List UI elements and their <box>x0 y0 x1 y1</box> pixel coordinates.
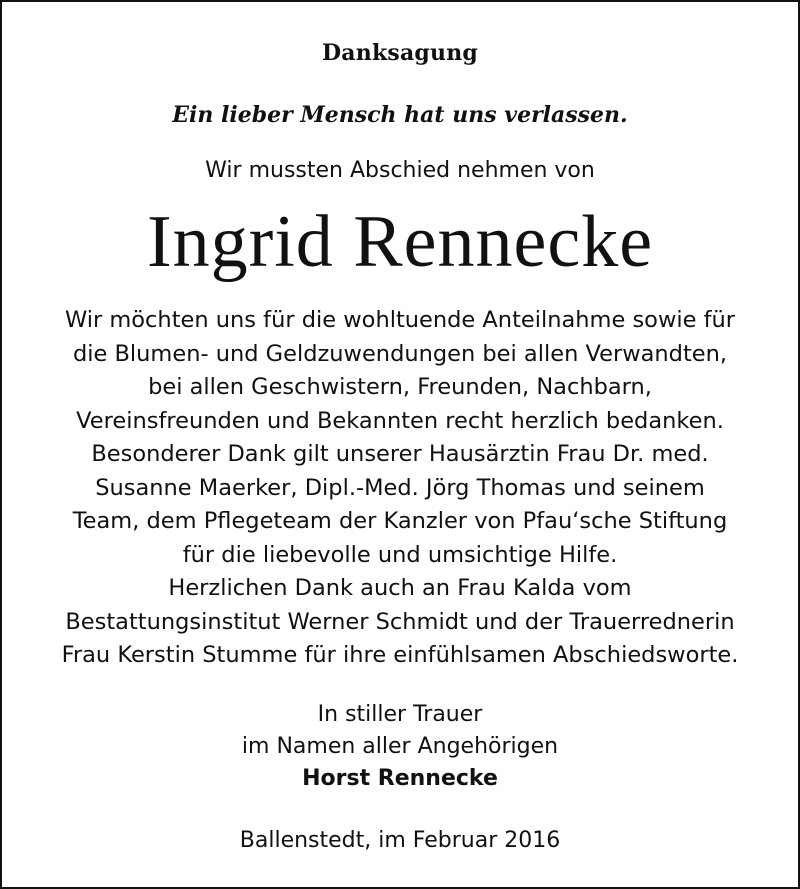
thanks-line: Frau Kerstin Stumme für ihre einfühlsamen Abschiedsworte. <box>61 642 739 668</box>
thanks-line: für die liebevolle und umsichtige Hilfe. <box>182 541 618 568</box>
thanks-text <box>2 304 798 673</box>
thanks-line: Team, dem Pflegeteam der Kanzler von Pfau‘sche Stiftung <box>72 508 728 534</box>
place-date: Ballenstedt, im Februar 2016 <box>239 828 561 853</box>
signer-name: Horst Rennecke <box>302 766 498 791</box>
notice-heading: Danksagung <box>322 40 478 66</box>
thanks-line: Vereinsfreunden und Bekannten recht herzlich bedanken. <box>76 407 724 434</box>
thanks-line: Bestattungsinstitut Werner Schmidt und der Trauerrednerin <box>65 608 735 635</box>
closing-line: im Namen aller Angehörigen <box>241 734 559 759</box>
thanks-line: bei allen Geschwistern, Freunden, Nachbarn, <box>148 374 652 400</box>
thanks-line: Besonderer Dank gilt unserer Hausärztin Frau Dr. med. <box>91 441 709 467</box>
thanks-line: Susanne Maerker, Dipl.-Med. Jörg Thomas und seinem <box>95 474 705 501</box>
closing-line: In stiller Trauer <box>317 702 483 727</box>
thanks-line: Wir möchten uns für die wohltuende Anteilnahme sowie für <box>64 307 736 333</box>
notice-motto: Ein lieber Mensch hat uns verlassen. <box>172 102 628 128</box>
thanks-line: die Blumen- und Geldzuwendungen bei allen Verwandten, <box>72 340 728 367</box>
deceased-name: Ingrid Rennecke <box>146 201 654 283</box>
notice-intro: Wir mussten Abschied nehmen von <box>205 158 595 183</box>
closing-block <box>2 699 798 795</box>
thanks-line: Herzlichen Dank auch an Frau Kalda vom <box>168 575 632 601</box>
